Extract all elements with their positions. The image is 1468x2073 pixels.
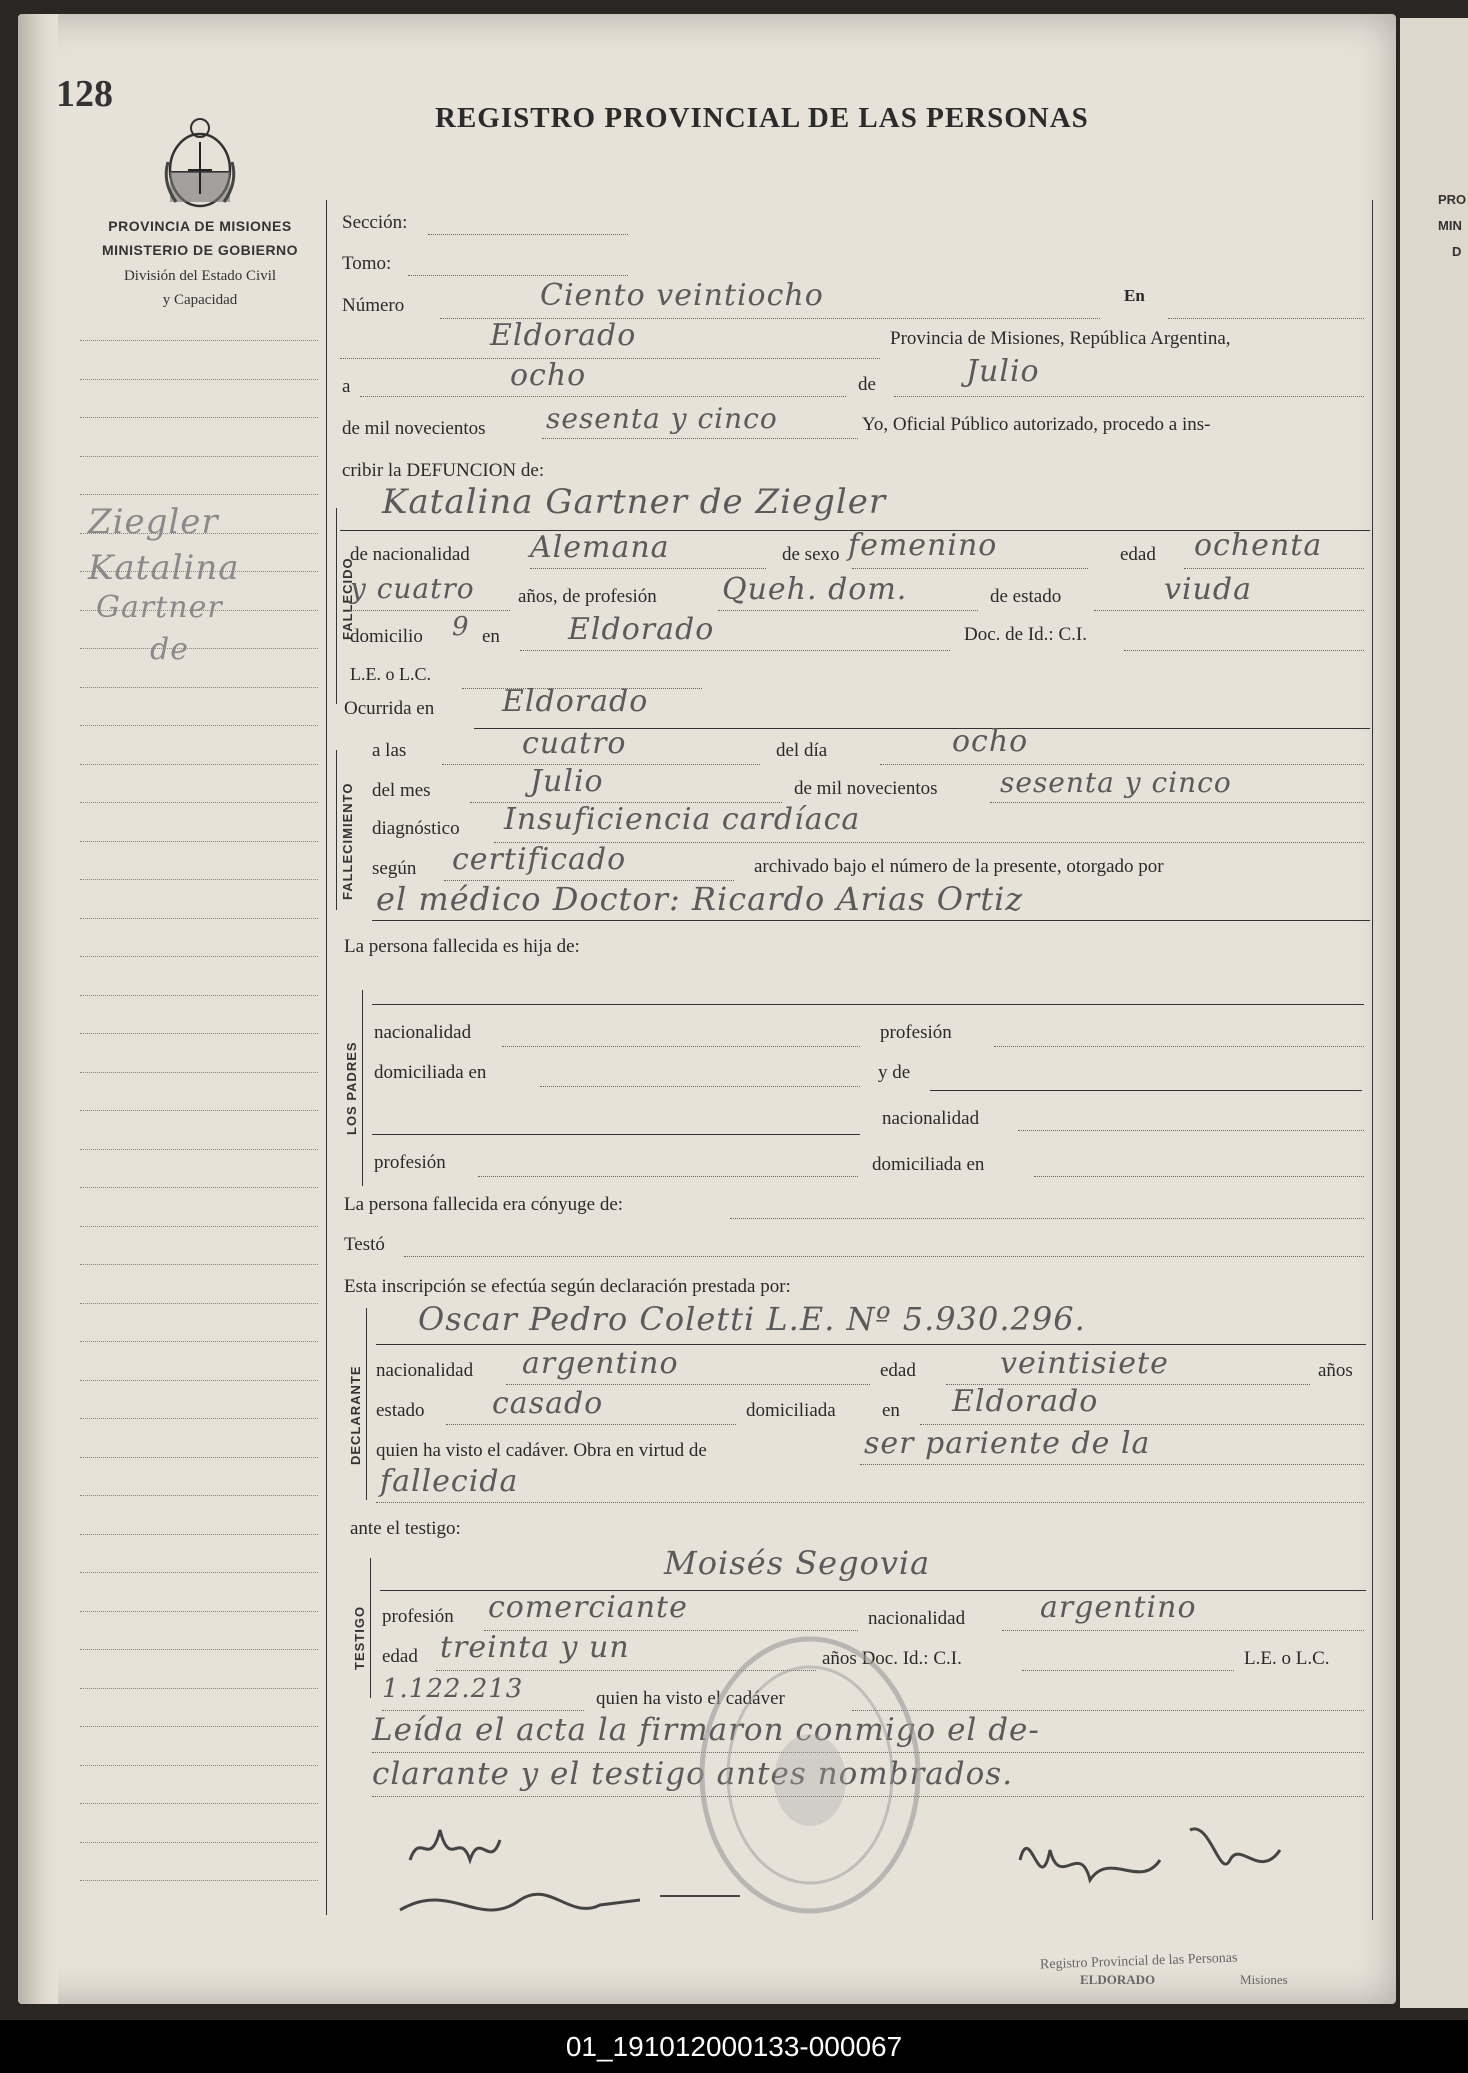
value-dia: ocho <box>510 358 587 393</box>
section-border-testigo <box>370 1558 371 1698</box>
value-declarante: Oscar Pedro Coletti L.E. Nº 5.930.296. <box>418 1300 1086 1338</box>
value-declarante-nacionalidad: argentino <box>522 1346 679 1381</box>
margin-note-line: Gartner <box>96 590 223 625</box>
field-testigo-doc <box>1022 1670 1234 1671</box>
label-archivado: archivado bajo el número de la presente, otorgado por <box>754 856 1164 877</box>
margin-rule <box>80 648 318 649</box>
margin-rule <box>80 995 318 996</box>
label-declarante-visto: quien ha visto el cadáver. Obra en virtud de <box>376 1440 707 1461</box>
label-ocurrida: Ocurrida en <box>344 698 435 719</box>
label-a: a <box>342 376 351 397</box>
label-del-mes: del mes <box>372 780 431 801</box>
label-declarante-anios: años <box>1318 1360 1353 1381</box>
margin-rule <box>80 340 318 341</box>
field-testo <box>404 1256 1364 1257</box>
margin-rule <box>80 1765 318 1766</box>
margin-rule <box>80 956 318 957</box>
field-madre-nacionalidad <box>1018 1130 1364 1131</box>
line-padres-separator <box>372 1134 860 1135</box>
margin-rule <box>80 1341 318 1342</box>
field-edad <box>1184 568 1364 569</box>
margin-rule <box>80 879 318 880</box>
margin-rule <box>80 1264 318 1265</box>
label-doc-id: Doc. de Id.: C.I. <box>964 624 1087 645</box>
value-ocurrida: Eldorado <box>502 684 649 719</box>
section-label-declarante: DECLARANTE <box>348 1365 363 1465</box>
label-tomo: Tomo: <box>342 253 392 274</box>
margin-rule <box>80 1803 318 1804</box>
value-localidad: Eldorado <box>490 318 637 353</box>
field-padre-profesion <box>994 1046 1364 1047</box>
adjacent-page-fragment: PRO <box>1438 192 1467 207</box>
field-padre-domicilio <box>540 1086 860 1087</box>
value-declarante-virtud-2: fallecida <box>380 1464 519 1499</box>
label-madre-profesion: profesión <box>374 1152 446 1173</box>
value-numero: Ciento veintiocho <box>540 278 824 313</box>
field-declarante-domicilio <box>920 1424 1364 1425</box>
label-le-lc: L.E. o L.C. <box>350 664 431 684</box>
form-left-border <box>326 200 327 1915</box>
label-diagnostico: diagnóstico <box>372 818 460 839</box>
adjacent-page-fragment: MIN <box>1438 218 1462 233</box>
label-de: de <box>858 374 876 395</box>
label-mil-nov-2: de mil novecientos <box>794 778 938 799</box>
label-seccion: Sección: <box>342 212 408 233</box>
page-number: 128 <box>56 73 113 115</box>
margin-rule <box>80 1303 318 1304</box>
value-sexo: femenino <box>848 528 998 563</box>
value-domicilio: Eldorado <box>568 612 715 647</box>
value-cierre-1: Leída el acta la firmaron conmigo el de- <box>372 1712 1040 1748</box>
field-madre-profesion <box>478 1176 858 1177</box>
margin-rule <box>80 1726 318 1727</box>
value-declarante-estado: casado <box>492 1386 604 1421</box>
label-declarante-nacionalidad: nacionalidad <box>376 1360 474 1381</box>
value-mes-fallec: Julio <box>530 764 604 799</box>
label-padre-nacionalidad: nacionalidad <box>374 1022 472 1043</box>
margin-rule <box>80 1033 318 1034</box>
form-right-border <box>1372 200 1373 1920</box>
header-division-2: y Capacidad <box>162 292 238 308</box>
margin-rule <box>80 1842 318 1843</box>
margin-rule <box>80 1572 318 1573</box>
label-provincia: Provincia de Misiones, República Argentina, <box>890 328 1231 349</box>
section-border-fallecimiento <box>336 750 337 910</box>
label-y-de: y de <box>878 1062 911 1083</box>
label-ante-testigo: ante el testigo: <box>350 1518 461 1539</box>
label-madre-nacionalidad: nacionalidad <box>882 1108 980 1129</box>
margin-rule <box>80 918 318 919</box>
value-domicilio-mark: 9 <box>452 612 470 642</box>
margin-rule <box>80 1880 318 1881</box>
field-edad-2 <box>350 610 510 611</box>
value-testigo-edad: treinta y un <box>440 1630 630 1665</box>
page-edge <box>18 14 58 2004</box>
line-declarante <box>376 1344 1366 1345</box>
value-diagnostico: Insuficiencia cardíaca <box>504 802 861 837</box>
stamp-misiones: Misiones <box>1240 1972 1288 1987</box>
header-division: División del Estado Civil <box>123 268 277 284</box>
margin-rule <box>80 1187 318 1188</box>
margin-rule <box>80 417 318 418</box>
field-declarante-nacionalidad <box>506 1384 870 1385</box>
value-hora: cuatro <box>522 726 627 761</box>
field-madre-domicilio <box>1034 1176 1364 1177</box>
section-label-testigo: TESTIGO <box>352 1605 367 1670</box>
value-estado: viuda <box>1164 572 1252 607</box>
label-inscripcion: Esta inscripción se efectúa según declaración prestada por: <box>344 1276 791 1297</box>
coat-of-arms-icon <box>160 112 240 212</box>
section-label-padres: LOS PADRES <box>344 1041 359 1135</box>
signature-declarante <box>360 1800 760 1940</box>
label-nacionalidad: de nacionalidad <box>350 544 470 565</box>
label-declarante-edad: edad <box>880 1360 916 1381</box>
margin-rule <box>80 802 318 803</box>
stamp-eldorado: ELDORADO <box>1080 1972 1156 1987</box>
label-conyuge: La persona fallecida era cónyuge de: <box>344 1194 624 1215</box>
signature-oficial <box>990 1800 1330 1920</box>
margin-rule <box>80 725 318 726</box>
label-oficial: Yo, Oficial Público autorizado, procedo a ins- <box>862 414 1211 435</box>
margin-rule <box>80 494 318 495</box>
label-hija-de: La persona fallecida es hija de: <box>344 936 580 957</box>
value-declarante-virtud: ser pariente de la <box>864 1426 1151 1461</box>
label-testigo-nacionalidad: nacionalidad <box>868 1608 966 1629</box>
field-profesion <box>718 610 978 611</box>
margin-rule <box>80 1611 318 1612</box>
field-testigo-doc-num <box>382 1710 584 1711</box>
section-border-fallecido <box>336 508 337 704</box>
field-nacionalidad <box>530 568 766 569</box>
value-anio-fallec: sesenta y cinco <box>1000 766 1232 799</box>
value-segun: certificado <box>452 842 627 877</box>
label-domicilio: domicilio <box>350 626 423 647</box>
section-border-declarante <box>366 1308 367 1500</box>
label-testigo-anios-doc: años Doc. Id.: C.I. <box>822 1648 962 1669</box>
field-declarante-virtud <box>860 1464 1364 1465</box>
margin-rule <box>80 1380 318 1381</box>
field-doc-id <box>1124 650 1364 651</box>
header-province: PROVINCIA DE MISIONES <box>108 218 292 234</box>
field-dia-fallec <box>880 764 1364 765</box>
label-numero: Número <box>342 295 405 316</box>
value-declarante-edad: veintisiete <box>1000 1346 1169 1381</box>
stamp-registro: Registro Provincial de las Personas <box>1039 1950 1238 1973</box>
margin-rule <box>80 687 318 688</box>
value-mes: Julio <box>966 354 1040 389</box>
field-domicilio <box>520 650 950 651</box>
value-edad: ochenta <box>1194 528 1323 563</box>
value-nacionalidad: Alemana <box>530 530 670 565</box>
header-ministry: MINISTERIO DE GOBIERNO <box>101 242 299 258</box>
field-dia <box>360 396 846 397</box>
label-declarante-estado: estado <box>376 1400 425 1421</box>
value-medico: el médico Doctor: Ricardo Arias Ortiz <box>376 880 1024 918</box>
adjacent-page <box>1400 18 1468 2008</box>
field-padre-nacionalidad <box>502 1046 860 1047</box>
value-testigo-profesion: comerciante <box>488 1590 688 1625</box>
margin-rule <box>80 1534 318 1535</box>
scan-identifier: 01_191012000133-000067 <box>0 2020 1468 2073</box>
label-testigo-visto: quien ha visto el cadáver <box>596 1688 785 1709</box>
label-testigo-le-lc: L.E. o L.C. <box>1244 1648 1330 1669</box>
label-testo: Testó <box>344 1234 385 1255</box>
margin-rule <box>80 1688 318 1689</box>
field-en <box>1168 318 1364 319</box>
line-padre <box>372 1004 1364 1005</box>
value-cierre-2: clarante y el testigo antes nombrados. <box>372 1756 1014 1792</box>
label-en: En <box>1124 286 1145 305</box>
label-sexo: de sexo <box>782 544 840 565</box>
label-testigo-edad: edad <box>382 1646 418 1667</box>
field-anio-fallec <box>990 802 1364 803</box>
value-declarante-domicilio: Eldorado <box>952 1384 1099 1419</box>
field-estado <box>1094 610 1364 611</box>
margin-rule <box>80 1649 318 1650</box>
margin-note-line: de <box>150 632 189 667</box>
label-edad: edad <box>1120 544 1156 565</box>
adjacent-page-fragment: D <box>1452 244 1462 259</box>
margin-rule <box>80 1457 318 1458</box>
field-declarante-virtud-2 <box>376 1502 1364 1503</box>
value-testigo: Moisés Segovia <box>664 1544 931 1582</box>
margin-rule <box>80 1149 318 1150</box>
field-conyuge <box>730 1218 1364 1219</box>
line-medico <box>372 920 1370 921</box>
label-segun: según <box>372 858 417 879</box>
margin-rule <box>80 1072 318 1073</box>
field-anio <box>542 438 858 439</box>
field-declarante-estado <box>446 1424 736 1425</box>
label-padre-profesion: profesión <box>880 1022 952 1043</box>
margin-rule <box>80 841 318 842</box>
label-estado: de estado <box>990 586 1062 607</box>
margin-rule <box>80 379 318 380</box>
value-testigo-doc: 1.122.213 <box>382 1674 524 1704</box>
margin-rule <box>80 764 318 765</box>
margin-note-line: Katalina <box>88 548 240 588</box>
value-edad-2: y cuatro <box>350 572 475 605</box>
label-padre-domiciliada: domiciliada en <box>374 1062 487 1083</box>
margin-rule <box>80 1110 318 1111</box>
value-dia-fallec: ocho <box>952 724 1029 759</box>
label-madre-domiciliada: domiciliada en <box>872 1154 985 1175</box>
value-testigo-nacionalidad: argentino <box>1040 1590 1197 1625</box>
field-testigo-nacionalidad <box>1002 1630 1364 1631</box>
margin-rule <box>80 456 318 457</box>
label-de-mil: de mil novecientos <box>342 418 486 439</box>
value-profesion: Queh. dom. <box>722 572 908 607</box>
section-border-padres <box>362 990 363 1186</box>
value-nombre: Katalina Gartner de Ziegler <box>382 482 887 522</box>
margin-rule <box>80 1495 318 1496</box>
label-declarante-domiciliada: domiciliada <box>746 1400 836 1421</box>
label-inscribir: cribir la DEFUNCION de: <box>342 460 545 481</box>
margin-rule <box>80 1418 318 1419</box>
field-sexo <box>852 568 1088 569</box>
line-madre <box>930 1090 1362 1091</box>
value-anio: sesenta y cinco <box>546 402 778 435</box>
label-testigo-profesion: profesión <box>382 1606 454 1627</box>
label-domicilio-en: en <box>482 626 500 647</box>
section-label-fallecimiento: FALLECIMIENTO <box>340 782 355 900</box>
margin-rule <box>80 1226 318 1227</box>
label-anios-profesion: años, de profesión <box>518 586 657 607</box>
field-seccion <box>428 234 628 235</box>
section-label-fallecido: FALLECIDO <box>340 557 355 640</box>
field-tomo <box>408 275 628 276</box>
label-a-las: a las <box>372 740 407 761</box>
label-del-dia: del día <box>776 740 828 761</box>
label-declarante-en: en <box>882 1400 900 1421</box>
page-title: REGISTRO PROVINCIAL DE LAS PERSONAS <box>435 102 1089 134</box>
field-mes <box>894 396 1364 397</box>
field-localidad <box>340 358 880 359</box>
margin-note-line: Ziegler <box>88 502 219 542</box>
